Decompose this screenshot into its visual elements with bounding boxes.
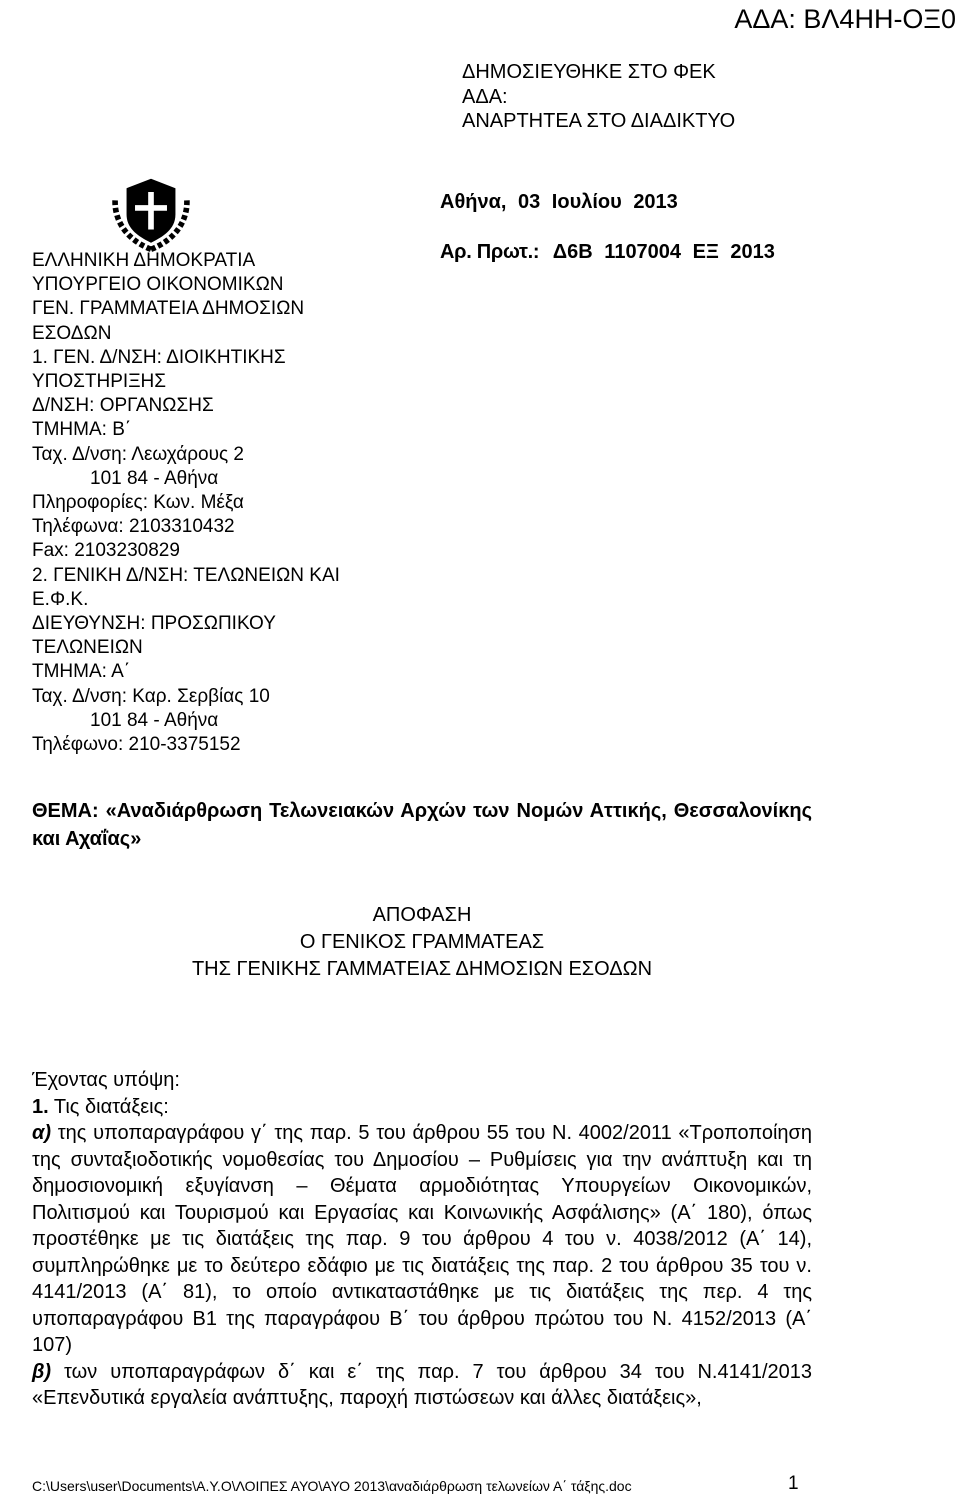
item-text: Τις διατάξεις:	[48, 1095, 169, 1118]
protocol-value: Δ6Β 1107004 ΕΞ 2013	[552, 241, 775, 263]
sender-line: 1. ΓΕΝ. Δ/ΝΣΗ: ΔΙΟΙΚΗΤΙΚΗΣ	[32, 346, 286, 368]
sender-line: ΥΠΟΥΡΓΕΙΟ ΟΙΚΟΝΟΜΙΚΩΝ	[32, 274, 284, 296]
sender-line: ΕΣΟΔΩΝ	[32, 322, 112, 344]
protocol-number	[440, 238, 775, 266]
sender-line: ΤΜΗΜΑ: Β΄	[32, 419, 132, 441]
sender-info: Πληροφορίες: Κων. Μέξα	[32, 492, 244, 514]
footer-page-number: 1	[788, 1473, 799, 1494]
protocol-label: Αρ. Πρωτ.:	[440, 241, 540, 263]
sender-address: Ταχ. Δ/νση: Λεωχάρους 2	[32, 443, 244, 465]
paragraph-label: α)	[32, 1122, 52, 1144]
body-intro: Έχοντας υπόψη:	[32, 1069, 180, 1091]
decision-heading	[32, 902, 812, 983]
paragraph-text: της υποπαραγράφου γ΄ της παρ. 5 του άρθρου 55 του Ν. 4002/2011 «Τροποποίηση της συνταξιοδοτικής νομοθεσίας του Δημοσίου – Ρυθμίσεις για την ανάπτυξη και τη δημοσιονομική εξυγίανση – Θέματα αρμοδιότητας Υπουργείων Οικονομικών, Πολιτισμού και Τουρισμού και Εργασίας και Κοινωνικής Ασφάλισης» (Α΄ 180), όπως προστέθηκε με τις διατάξεις της παρ. 9 του άρθρου 4 του ν. 4038/2012 (Α΄ 14), συμπληρώθηκε με το δεύτερο εδάφιο με τις διατάξεις της παρ. 2 του άρθρου 35 του ν. 4141/2013 (Α΄ 81), το οποίο αντικαταστάθηκε με τις διατάξεις της περ. 4 της υποπαραγράφου Β1 της παραγράφου Β΄ του άρθρου πρώτου του Ν. 4152/2013 (Α΄ 107)	[32, 1122, 812, 1356]
sender-phone: Τηλέφωνο: 210-3375152	[32, 734, 241, 756]
item-number: 1.	[32, 1095, 49, 1118]
paragraph-text: των υποπαραγράφων δ΄ και ε΄ της παρ. 7 του άρθρου 34 του Ν.4141/2013 «Επενδυτικά εργαλεία ανάπτυξης, παροχή πιστώσεων και άλλες διατάξεις»,	[32, 1360, 812, 1409]
sender-line: ΕΛΛΗΝΙΚΗ ΔΗΜΟΚΡΑΤΙΑ	[32, 250, 256, 271]
sender-line: Δ/ΝΣΗ: ΟΡΓΑΝΩΣΗΣ	[32, 395, 214, 417]
sender-line: ΔΙΕΥΘΥΝΣΗ: ΠΡΟΣΩΠΙΚΟΥ	[32, 613, 276, 635]
publication-line-internet: ΑΝΑΡΤΗΤΕΑ ΣΤΟ ΔΙΑΔΙΚΤΥΟ	[462, 110, 736, 132]
document-date: Αθήνα, 03 Ιουλίου 2013	[440, 191, 678, 213]
sender-line: Ε.Φ.Κ.	[32, 588, 89, 610]
greek-state-emblem-icon	[104, 160, 198, 254]
body-paragraph-a	[32, 1120, 812, 1359]
body-paragraph-b	[32, 1359, 812, 1412]
footer-file-path: C:\Users\user\Documents\Α.Υ.Ο\ΛΟΙΠΕΣ ΑΥΟ\ΑΥΟ 2013\αναδιάρθρωση τελωνείων Α΄ τάξης.doc	[32, 1478, 632, 1494]
document-subject: ΘΕΜΑ: «Αναδιάρθρωση Τελωνειακών Αρχών των Νομών Αττικής, Θεσσαλονίκης και Αχαΐας»	[32, 800, 812, 850]
decision-issuer-org: ΤΗΣ ΓΕΝΙΚΗΣ ΓΑΜΜΑΤΕΙΑΣ ΔΗΜΟΣΙΩΝ ΕΣΟΔΩΝ	[191, 958, 653, 980]
sender-line: 2. ΓΕΝΙΚΗ Δ/ΝΣΗ: ΤΕΛΩΝΕΙΩΝ ΚΑΙ	[32, 564, 340, 586]
sender-postcode: 101 84 - Αθήνα	[90, 709, 219, 731]
publication-line-fek: ΔΗΜΟΣΙΕΥΘΗΚΕ ΣΤΟ ΦΕΚ	[462, 61, 716, 83]
document-body	[32, 1067, 812, 1412]
publication-line-ada: ΑΔΑ:	[462, 85, 508, 108]
sender-line: ΥΠΟΣΤΗΡΙΞΗΣ	[32, 371, 167, 393]
sender-fax: Fax: 2103230829	[32, 540, 180, 562]
sender-address: Ταχ. Δ/νση: Καρ. Σερβίας 10	[32, 685, 270, 707]
sender-phone: Τηλέφωνα: 2103310432	[32, 516, 235, 538]
body-item-1	[32, 1094, 812, 1121]
sender-line: ΤΕΛΩΝΕΙΩΝ	[32, 637, 143, 659]
sender-line: ΓΕΝ. ΓΡΑΜΜΑΤΕΙΑ ΔΗΜΟΣΙΩΝ	[32, 298, 305, 320]
ada-code: ΑΔΑ: ΒΛ4ΗΗ-ΟΞ0	[734, 4, 956, 34]
decision-issuer: Ο ΓΕΝΙΚΟΣ ΓΡΑΜΜΑΤΕΑΣ	[299, 931, 545, 953]
decision-title: ΑΠΟΦΑΣΗ	[372, 904, 472, 926]
paragraph-label: β)	[32, 1360, 52, 1383]
sender-line: ΤΜΗΜΑ: Α΄	[32, 661, 131, 683]
publication-notice	[462, 60, 735, 134]
sender-block	[32, 249, 432, 757]
sender-postcode: 101 84 - Αθήνα	[90, 467, 219, 489]
